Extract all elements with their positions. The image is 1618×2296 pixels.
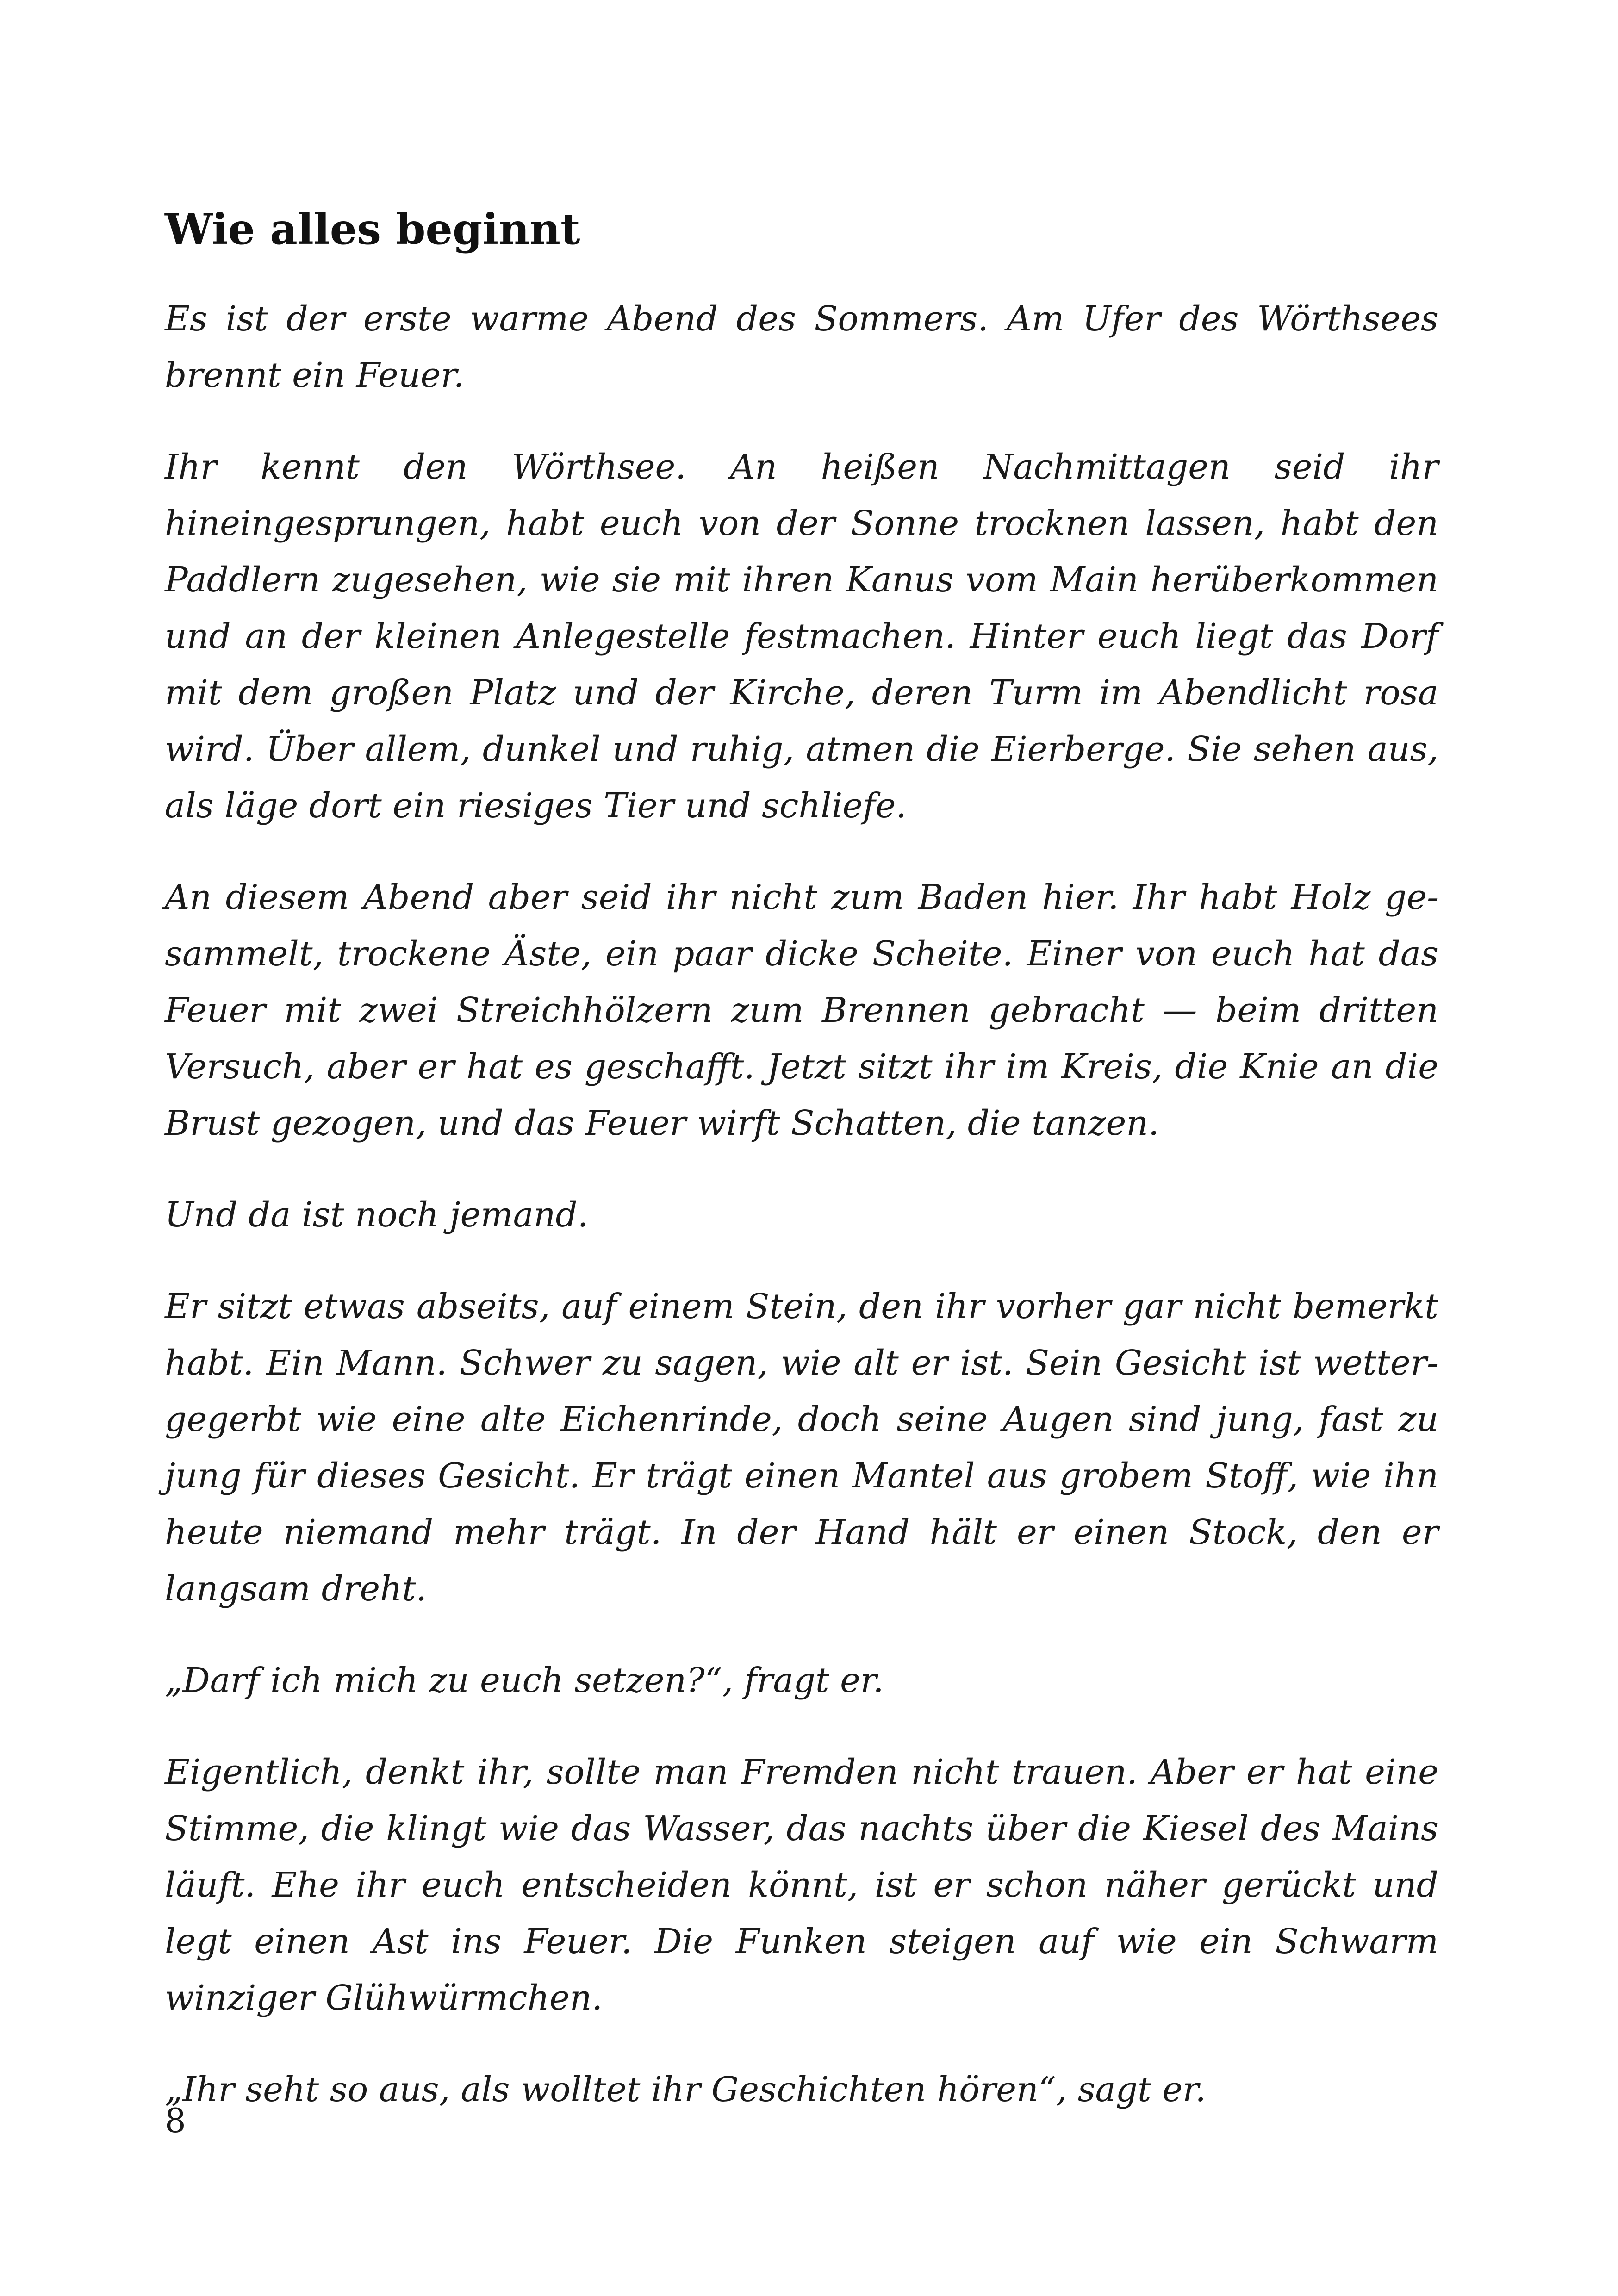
paragraph-5: Er sitzt etwas abseits, auf einem Stein, den ihr vorher gar nicht bemerkt habt. Ein Mann. Schwer zu sagen, wie alt er ist. Sein Gesicht ist wettergegerbt wie eine alte Eichenrinde, doch seine Augen sind jung, fast zu jung für dieses Gesicht. Er trägt einen Mantel aus grobem Stoff, wie ihn heute niemand mehr trägt. In der Hand hält er einen Stock, den er langsam dreht.: [165, 1287, 1438, 1609]
chapter-body: [165, 291, 1438, 2118]
paragraph-3: An diesem Abend aber seid ihr nicht zum Baden hier. Ihr habt Holz gesammelt, trockene Äste, ein paar dicke Scheite. Einer von euch hat das Feuer mit zwei Streichhölzern zum Brennen gebracht — beim dritten Versuch, aber er hat es geschafft. Jetzt sitzt ihr im Kreis, die Knie an die Brust gezogen, und das Feuer wirft Schatten, die tanzen.: [165, 877, 1438, 1144]
page-content: [165, 204, 1438, 2118]
chapter-title: Wie alles beginnt: [165, 204, 580, 254]
paragraph-8: „Ihr seht so aus, als wolltet ihr Geschichten hören“, sagt er.: [165, 2070, 1206, 2110]
paragraph-4: Und da ist noch jemand.: [165, 1195, 589, 1235]
paragraph-1: Es ist der erste warme Abend des Sommers. Am Ufer des Wörthsees brennt ein Feuer.: [165, 299, 1438, 396]
paragraph-6: „Darf ich mich zu euch setzen?“, fragt er.: [165, 1661, 884, 1701]
page-number: 8: [165, 2101, 186, 2140]
paragraph-2: Ihr kennt den Wörthsee. An heißen Nachmittagen seid ihr hineingesprungen, habt euch von der Sonne trocknen lassen, habt den Paddlern zugesehen, wie sie mit ihren Kanus vom Main herüberkommen und an der kleinen Anlegestelle festmachen. Hinter euch liegt das Dorf mit dem großen Platz und der Kirche, deren Turm im Abendlicht rosa wird. Über allem, dunkel und ruhig, atmen die Eierberge. Sie sehen aus, als läge dort ein riesiges Tier und schliefe.: [165, 447, 1438, 826]
paragraph-7: Eigentlich, denkt ihr, sollte man Fremden nicht trauen. Aber er hat eine Stimme, die klingt wie das Wasser, das nachts über die Kiesel des Mains läuft. Ehe ihr euch entscheiden könnt, ist er schon näher gerückt und legt einen Ast ins Feuer. Die Funken steigen auf wie ein Schwarm winziger Glühwürmchen.: [165, 1752, 1438, 2018]
